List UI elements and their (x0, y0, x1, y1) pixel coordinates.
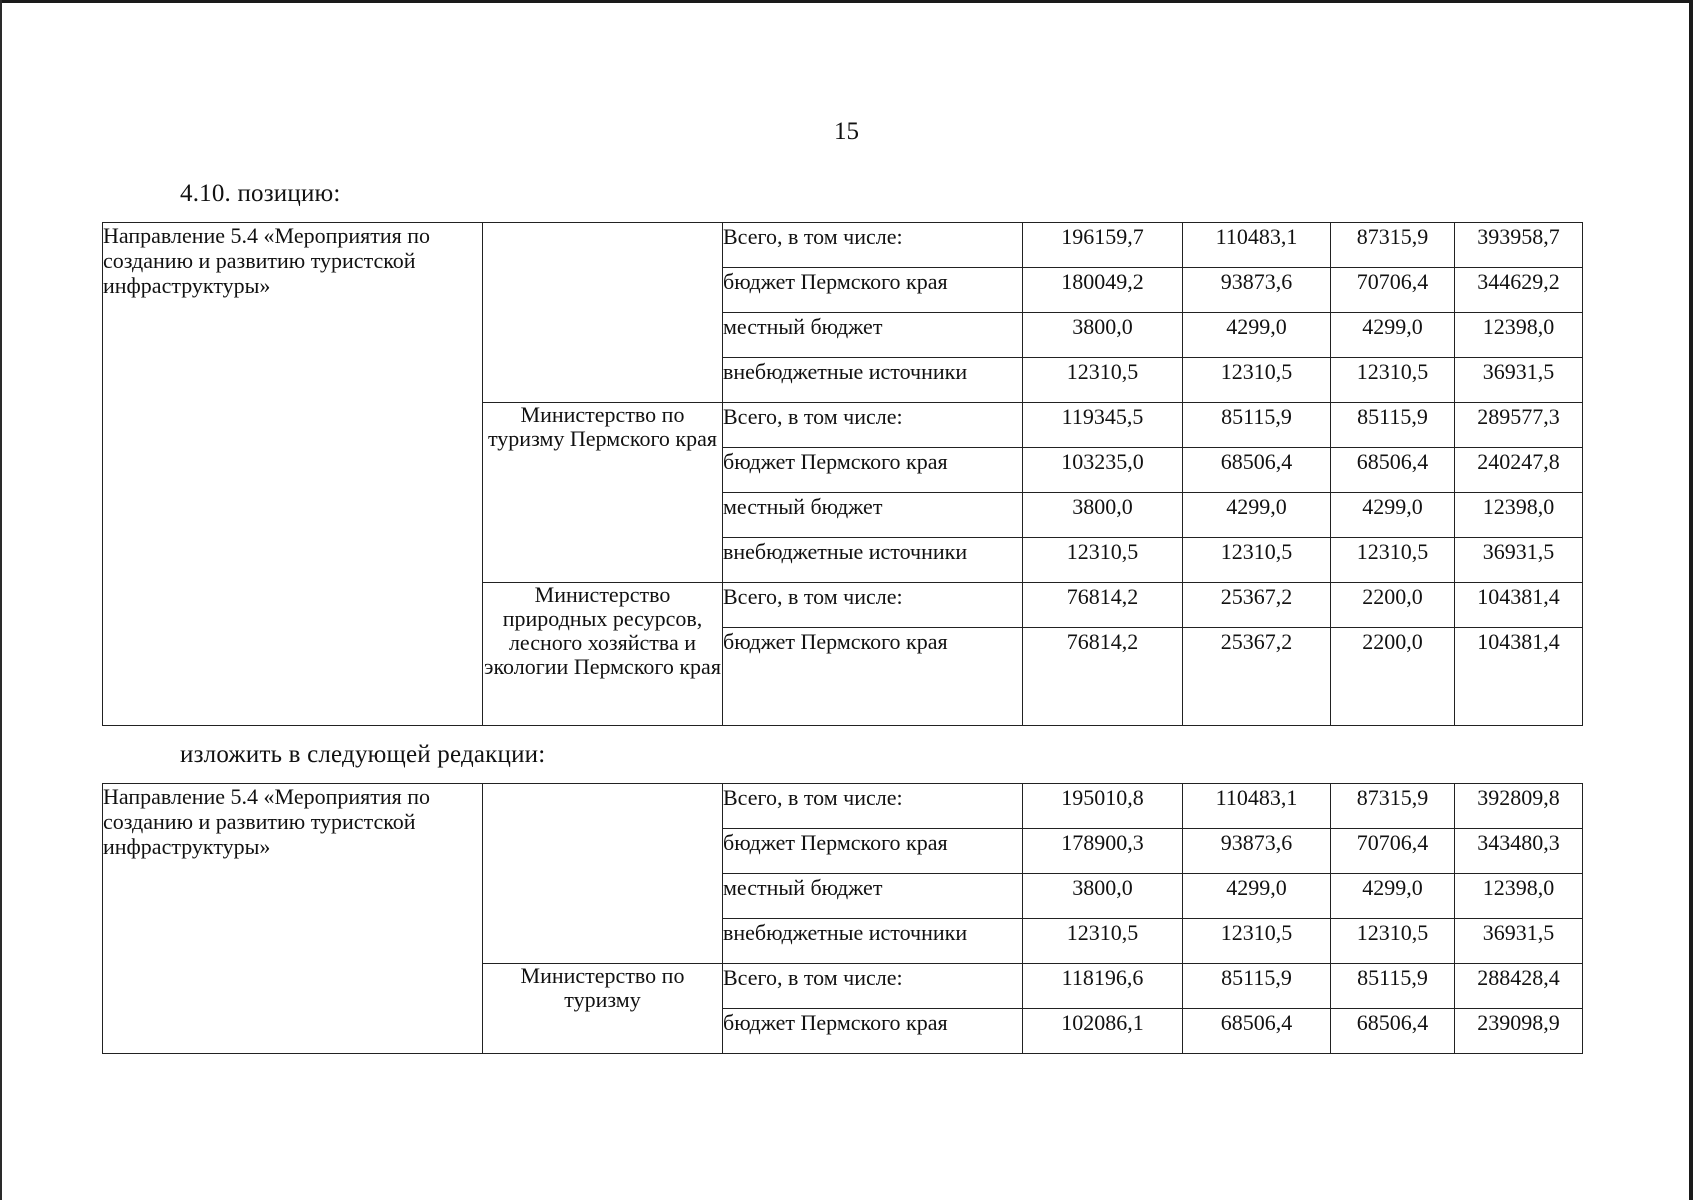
value-cell: 25367,2 (1183, 583, 1331, 628)
executor-cell: Министерство природных ресурсов, лесного хозяйства и экологии Пермского края (483, 583, 723, 726)
value-cell: 68506,4 (1331, 448, 1455, 493)
value-cell: 85115,9 (1331, 964, 1455, 1009)
executor-cell: Министерство по туризму Пермского края (483, 403, 723, 583)
value-cell: 103235,0 (1023, 448, 1183, 493)
source-label: бюджет Пермского края (723, 1009, 1023, 1054)
value-cell: 12310,5 (1331, 358, 1455, 403)
value-cell: 4299,0 (1331, 493, 1455, 538)
source-label: внебюджетные источники (723, 538, 1023, 583)
value-cell: 102086,1 (1023, 1009, 1183, 1054)
value-cell: 87315,9 (1331, 784, 1455, 829)
source-label: внебюджетные источники (723, 919, 1023, 964)
section-heading: 4.10. позицию: (180, 180, 341, 207)
page-left-border (0, 0, 2, 1200)
value-cell: 4299,0 (1183, 313, 1331, 358)
page-top-border (0, 0, 1693, 3)
source-label: Всего, в том числе: (723, 583, 1023, 628)
value-cell: 93873,6 (1183, 829, 1331, 874)
value-cell: 12398,0 (1455, 313, 1583, 358)
source-label: местный бюджет (723, 493, 1023, 538)
value-cell: 93873,6 (1183, 268, 1331, 313)
value-cell: 3800,0 (1023, 313, 1183, 358)
executor-cell (483, 784, 723, 964)
replacement-heading: изложить в следующей редакции: (180, 741, 546, 768)
value-cell: 4299,0 (1331, 874, 1455, 919)
value-cell: 110483,1 (1183, 784, 1331, 829)
value-cell: 12310,5 (1183, 919, 1331, 964)
value-cell: 85115,9 (1183, 403, 1331, 448)
page-number: 15 (834, 118, 859, 145)
direction-cell (103, 223, 483, 726)
value-cell: 12310,5 (1023, 358, 1183, 403)
value-cell: 4299,0 (1183, 874, 1331, 919)
value-cell: 119345,5 (1023, 403, 1183, 448)
source-label: Всего, в том числе: (723, 784, 1023, 829)
value-cell: 3800,0 (1023, 874, 1183, 919)
value-cell: 239098,9 (1455, 1009, 1583, 1054)
value-cell: 3800,0 (1023, 493, 1183, 538)
value-cell: 110483,1 (1183, 223, 1331, 268)
value-cell: 288428,4 (1455, 964, 1583, 1009)
direction-title: Направление 5.4 «Мероприятия по созданию и развитию туристской инфраструктуры» (103, 223, 431, 298)
value-cell: 393958,7 (1455, 223, 1583, 268)
executor-cell: Министерство по туризму (483, 964, 723, 1054)
value-cell: 2200,0 (1331, 628, 1455, 726)
old-funding-table (102, 222, 1583, 726)
table-row (103, 223, 1583, 268)
value-cell: 12310,5 (1183, 538, 1331, 583)
source-label: местный бюджет (723, 313, 1023, 358)
value-cell: 289577,3 (1455, 403, 1583, 448)
source-label: бюджет Пермского края (723, 829, 1023, 874)
value-cell: 12398,0 (1455, 493, 1583, 538)
value-cell: 85115,9 (1183, 964, 1331, 1009)
value-cell: 240247,8 (1455, 448, 1583, 493)
value-cell: 392809,8 (1455, 784, 1583, 829)
value-cell: 68506,4 (1183, 1009, 1331, 1054)
source-label: бюджет Пермского края (723, 448, 1023, 493)
value-cell: 70706,4 (1331, 268, 1455, 313)
value-cell: 76814,2 (1023, 628, 1183, 726)
value-cell: 87315,9 (1331, 223, 1455, 268)
value-cell: 344629,2 (1455, 268, 1583, 313)
value-cell: 104381,4 (1455, 583, 1583, 628)
value-cell: 85115,9 (1331, 403, 1455, 448)
value-cell: 76814,2 (1023, 583, 1183, 628)
value-cell: 2200,0 (1331, 583, 1455, 628)
value-cell: 70706,4 (1331, 829, 1455, 874)
source-label: бюджет Пермского края (723, 628, 1023, 726)
new-funding-table (102, 783, 1583, 1054)
value-cell: 68506,4 (1331, 1009, 1455, 1054)
value-cell: 104381,4 (1455, 628, 1583, 726)
value-cell: 178900,3 (1023, 829, 1183, 874)
source-label: местный бюджет (723, 874, 1023, 919)
value-cell: 12310,5 (1023, 538, 1183, 583)
value-cell: 68506,4 (1183, 448, 1331, 493)
source-label: Всего, в том числе: (723, 223, 1023, 268)
value-cell: 180049,2 (1023, 268, 1183, 313)
source-label: Всего, в том числе: (723, 403, 1023, 448)
value-cell: 196159,7 (1023, 223, 1183, 268)
value-cell: 118196,6 (1023, 964, 1183, 1009)
executor-cell (483, 223, 723, 403)
source-label: Всего, в том числе: (723, 964, 1023, 1009)
source-label: внебюджетные источники (723, 358, 1023, 403)
value-cell: 12310,5 (1331, 919, 1455, 964)
value-cell: 36931,5 (1455, 358, 1583, 403)
value-cell: 36931,5 (1455, 538, 1583, 583)
direction-cell (103, 784, 483, 1054)
value-cell: 36931,5 (1455, 919, 1583, 964)
value-cell: 4299,0 (1183, 493, 1331, 538)
value-cell: 12310,5 (1331, 538, 1455, 583)
value-cell: 4299,0 (1331, 313, 1455, 358)
value-cell: 195010,8 (1023, 784, 1183, 829)
value-cell: 12398,0 (1455, 874, 1583, 919)
value-cell: 343480,3 (1455, 829, 1583, 874)
source-label: бюджет Пермского края (723, 268, 1023, 313)
direction-title: Направление 5.4 «Мероприятия по созданию и развитию туристской инфраструктуры» (103, 784, 431, 859)
value-cell: 25367,2 (1183, 628, 1331, 726)
table-row (103, 784, 1583, 829)
value-cell: 12310,5 (1023, 919, 1183, 964)
page-right-border (1689, 0, 1693, 1200)
value-cell: 12310,5 (1183, 358, 1331, 403)
